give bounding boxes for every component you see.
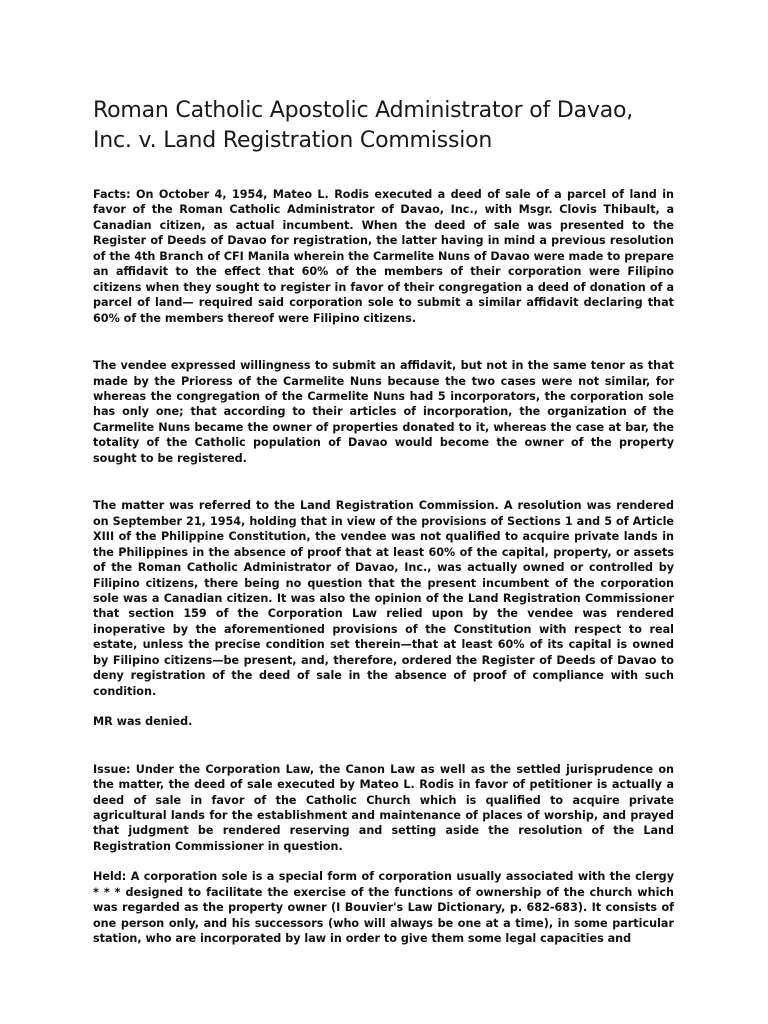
spacer xyxy=(93,326,674,358)
document-title: Roman Catholic Apostolic Administrator of Davao, Inc. v. Land Registration Commission xyxy=(93,98,634,153)
issue-paragraph: Issue: Under the Corporation Law, the Canon Law as well as the settled jurisprudence on the matter, the deed of sale executed by Mateo L. Rodis in favor of petitioner is actually a deed of sale in favor of the Catholic Church which is qualified to acquire private agricultural lands for the establishment and maintenance of places of worship, and prayed that judgment be rendered reserving and setting aside the resolution of the Land Registration Commissioner in question. xyxy=(93,762,674,853)
spacer xyxy=(93,466,674,498)
referral-paragraph: The matter was referred to the Land Registration Commission. A resolution was rendered on September 21, 1954, holding that in view of the provisions of Sections 1 and 5 of Article XIII of the Philippine Constitution, the vendee was not qualified to acquire private lands in the Philippines in the absence of proof that at least 60% of the capital, property, or assets of the Roman Catholic Administrator of Davao, Inc., was actually owned or controlled by Filipino citizens, there being no question that the present incumbent of the corporation sole was a Canadian citizen. It was also the opinion of the Land Registration Commissioner that section 159 of the Corporation Law relied upon by the vendee was rendered inoperative by the aforementioned provisions of the Constitution with respect to real estate, unless the precise condition set therein—that at least 60% of its capital is owned by Filipino citizens—be present, and, therefore, ordered the Register of Deeds of Davao to deny registration of the deed of sale in the absence of proof of compliance with such condition. xyxy=(93,499,674,698)
spacer xyxy=(93,730,674,762)
facts-paragraph: Facts: On October 4, 1954, Mateo L. Rodis executed a deed of sale of a parcel of land in favor of the Roman Catholic Administrator of Davao, Inc., with Msgr. Clovis Thibault, a Canadian citizen, as actual incumbent. When the deed of sale was presented to the Register of Deeds of Davao for registration, the latter having in mind a previous resolution of the 4th Branch of CFI Manila wherein the Carmelite Nuns of Davao were made to prepare an affidavit to the effect that 60% of the members of their corporation were Filipino citizens when they sought to register in favor of their congregation a deed of donation of a parcel of land— required said corporation sole to submit a similar affidavit declaring that 60% of the members thereof were Filipino citizens. xyxy=(93,188,674,325)
spacer xyxy=(93,854,674,869)
mr-paragraph: MR was denied. xyxy=(93,715,193,729)
held-paragraph: Held: A corporation sole is a special form of corporation usually associated with the clergy * * * designed to facilitate the exercise of the functions of ownership of the church which was regarded as the property owner (I Bouvier's Law Dictionary, p. 682-683). It consists of one person only, and his successors (who will always be one at a time), in some particular station, who are incorporated by law in order to give them some legal capacities and xyxy=(93,870,674,946)
vendee-paragraph: The vendee expressed willingness to submit an affidavit, but not in the same tenor as that made by the Prioress of the Carmelite Nuns because the two cases were not similar, for whereas the congregation of the Carmelite Nuns had 5 incorporators, the corporation sole has only one; that according to their articles of incorporation, the organization of the Carmelite Nuns became the owner of properties donated to it, whereas the case at bar, the totality of the Catholic population of Davao would become the owner of the property sought to be registered. xyxy=(93,359,674,465)
spacer xyxy=(93,699,674,714)
